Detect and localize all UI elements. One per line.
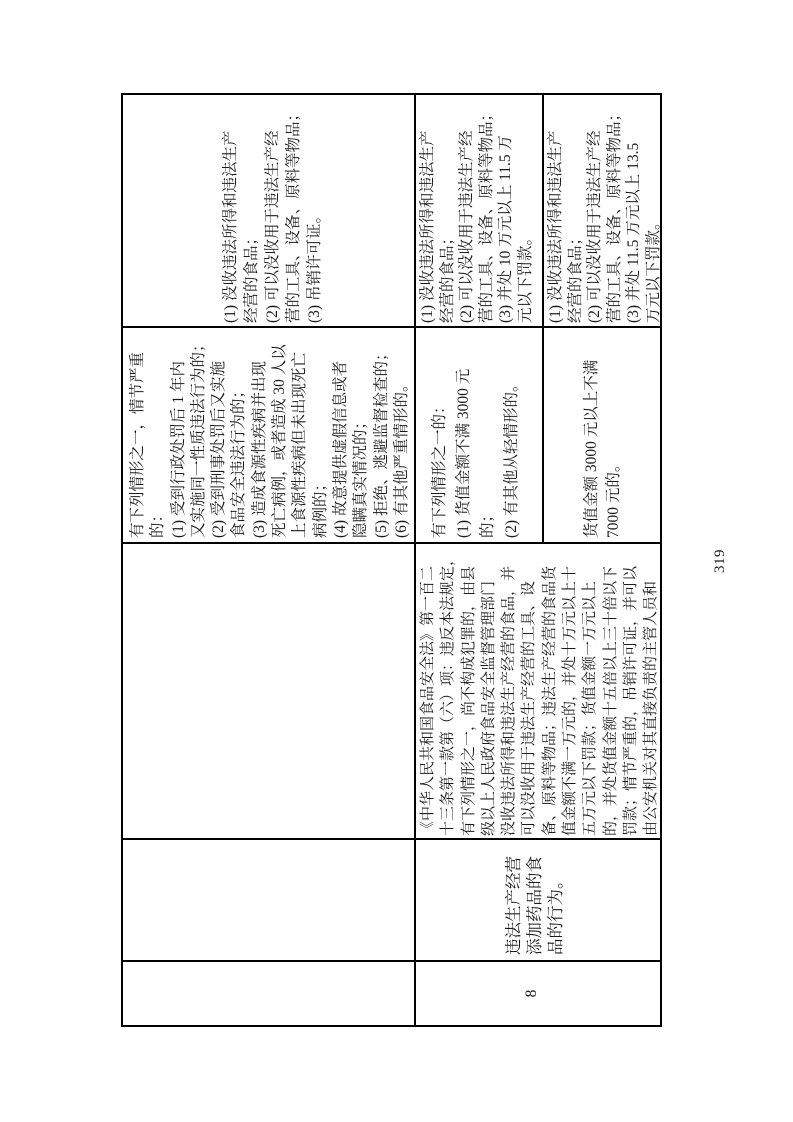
text-line: (3) 造成食源性疾病并出现 [250,361,268,538]
text-line: 经营的食品； [438,229,456,323]
text-line: 经营的食品； [566,229,584,323]
cell-penalty-tier2 [546,91,663,323]
column-divider-serial-violation [123,961,660,963]
text-line: 《中华人民共和国食品安全法》第一百二 [420,565,436,836]
text-line: (1) 货值金额不满 3000 元 [455,368,472,538]
text-line: 上食源性疾病但未出现死亡 [291,351,309,538]
text-line: (1) 没收违法所得和违法生产 [419,130,436,323]
text-line: 的： [149,506,167,538]
text-line: 五万元以下罚款；货值金额一万元以上 [582,580,599,836]
cell-discretion-tier2 [581,324,625,538]
text-line: (3) 吊销许可证。 [306,208,323,323]
text-line: 营的工具、设备、原料等物品； [285,105,302,323]
row-divider-tier1-tier2 [542,95,544,544]
text-line: 营的工具、设备、原料等物品； [477,105,495,323]
cell-penalty-tier1 [418,91,535,323]
text-line: 有下列情形之一的： [431,398,448,538]
text-line: 可以没收用于违法生产经营的工具、设 [521,580,538,836]
text-line: (1) 受到行政处罚后 1 年内 [169,361,187,538]
column-divider-violation-legal [123,839,660,841]
text-line: (2) 有其他从轻情形的。 [503,376,520,538]
text-line: 元以下罚款。 [516,229,534,323]
text-line: (1) 没收违法所得和违法生产 [547,130,564,323]
text-line: 由公安机关对其直接负责的主管人员和 [643,580,660,836]
cell-discretion-tier1 [428,324,524,538]
text-line: (2) 可以没收用于违法生产经 [264,130,281,323]
text-line: (4) 故意提供虚假信息或者 [331,361,349,538]
text-line: (3) 并处 10 万元以上 11.5 万 [497,135,514,323]
text-line: 级以上人民政府食品安全监督管理部门 [480,580,497,836]
text-line: (2) 可以没收用于违法生产经 [458,130,475,323]
text-line: 隐瞒真实情况的； [352,413,370,538]
text-line: 有下列情形之一，情节严重 [129,351,146,538]
cell-serial-number: 8 [523,989,540,998]
text-line: 违法生产经营 [504,856,523,955]
text-line: (5) 拒绝、逃避监督检查的； [372,345,390,538]
text-line: 7000 元的。 [605,456,622,538]
text-line: (6) 有其他严重情形的。 [392,376,410,538]
text-line: 营的工具、设备、原料等物品； [605,105,623,323]
page-number: 319 [712,549,728,573]
text-line: 货值金额 3000 元以上不满 [583,359,600,538]
text-line: 的； [479,506,496,538]
text-line: 备、原料等物品；违法生产经营的食品货 [541,565,558,836]
text-line: 病例的； [311,475,329,538]
text-line: 的，并处货值金额十五倍以上三十倍以下 [602,565,619,836]
text-line: 又实施同一性质违法行为的； [189,336,207,538]
cell-discretion-continuation [128,324,412,538]
cell-penalty-continuation [220,91,325,323]
text-line: (1) 没收违法所得和违法生产 [222,130,239,323]
row-divider-continuation-row8 [414,95,416,1025]
text-line: 十三条第一款第（六）项：违反本法规定， [440,550,457,836]
cell-legal-basis [418,544,662,836]
text-line: 品的行为。 [546,872,565,955]
text-line: 食品安全违法行为的； [230,382,248,538]
text-line: 值金额不满一万元的，并处十万元以上十 [562,565,579,836]
penalty-discretion-table [121,93,662,1027]
text-line: 罚款；情节严重的，吊销许可证，并可以 [622,565,639,836]
text-line: (3) 并处 11.5 万元以上 13.5 [625,142,642,323]
text-line: 添加药品的食 [525,856,544,955]
text-line: 万元以下罚款。 [644,214,662,323]
text-line: 经营的食品； [243,229,260,323]
text-line: 没收违法所得和违法生产经营的食品，并 [501,565,518,836]
cell-violation-description [503,843,566,955]
text-line: (2) 受到刑事处罚后又实施 [210,361,228,538]
text-line: 有下列情形之一，尚不构成犯罪的，由县 [460,565,477,836]
text-line: (2) 可以没收用于违法生产经 [586,130,603,323]
text-line: 死亡病例，或者造成 30 人以 [271,344,289,538]
